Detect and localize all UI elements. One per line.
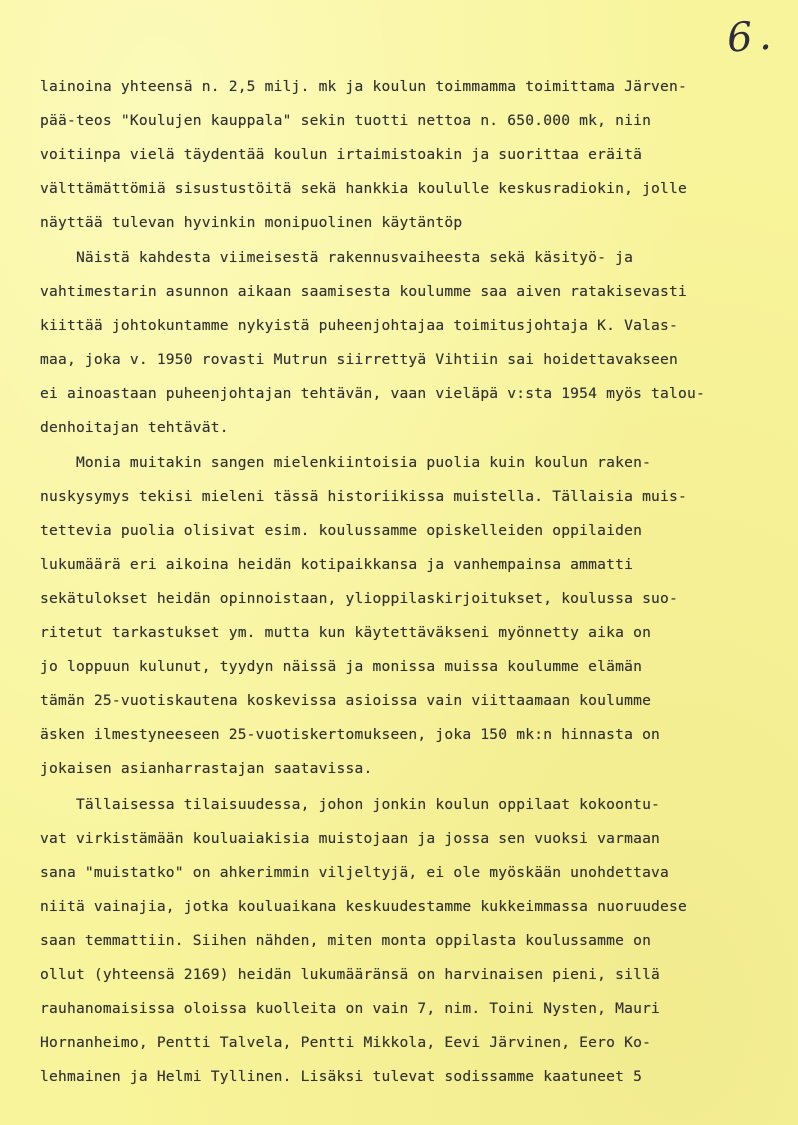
text-line: voitiinpa vielä täydentää koulun irtaimistoakin ja suorittaa eräitä: [40, 146, 643, 163]
text-line: ei ainoastaan puheenjohtajan tehtävän, vaan vieläpä v:sta 1954 myös talou-: [40, 385, 705, 402]
text-line: saan temmattiin. Siihen nähden, miten monta oppilasta koulussamme on: [40, 932, 652, 949]
page-number: 6.: [725, 12, 779, 62]
text-line: jo loppuun kulunut, tyydyn näissä ja monissa muissa koulumme elämän: [40, 658, 643, 675]
text-line: tettevia puolia olisivat esim. koulussamme opiskelleiden oppilaiden: [40, 522, 643, 539]
text-line: jokaisen asianharrastajan saatavissa.: [40, 760, 373, 777]
text-line: niitä vainajia, jotka kouluaikana keskuudestamme kukkeimmassa nuoruudese: [40, 898, 688, 915]
text-line: Tällaisessa tilaisuudessa, johon jonkin koulun oppilaat kokoontu-: [40, 796, 661, 813]
text-line: näyttää tulevan hyvinkin monipuolinen käytäntöp: [40, 214, 463, 231]
text-line: tämän 25-vuotiskautena koskevissa asioissa vain viittaamaan koulumme: [40, 692, 652, 709]
text-line: lehmainen ja Helmi Tyllinen. Lisäksi tulevat sodissamme kaatuneet 5: [40, 1068, 643, 1085]
text-line: rauhanomaisissa oloissa kuolleita on vain 7, nim. Toini Nysten, Mauri: [40, 1000, 661, 1017]
text-line: vat virkistämään kouluaiakisia muistojaan ja jossa sen vuoksi varmaan: [40, 830, 661, 847]
text-line: maa, joka v. 1950 rovasti Mutrun siirrettyä Vihtiin sai hoidettavakseen: [40, 351, 679, 368]
text-line: nuskysymys tekisi mieleni tässä historiikissa muistella. Tällaisia muis-: [40, 488, 688, 505]
text-line: Hornanheimo, Pentti Talvela, Pentti Mikkola, Eevi Järvinen, Eero Ko-: [40, 1034, 652, 1051]
text-line: pää-teos "Koulujen kauppala" sekin tuotti nettoa n. 650.000 mk, niin: [40, 112, 652, 129]
text-line: äsken ilmestyneeseen 25-vuotiskertomukseen, joka 150 mk:n hinnasta on: [40, 726, 661, 743]
text-line: sekätulokset heidän opinnoistaan, ylioppilaskirjoitukset, koulussa suo-: [40, 590, 679, 607]
text-line: ritetut tarkastukset ym. mutta kun käytettäväkseni myönnetty aika on: [40, 624, 652, 641]
text-line: lainoina yhteensä n. 2,5 milj. mk ja koulun toimmamma toimittama Järven-: [40, 78, 688, 95]
text-line: vahtimestarin asunnon aikaan saamisesta koulumme saa aiven ratakisevasti: [40, 283, 688, 300]
text-line: ollut (yhteensä 2169) heidän lukumääränsä on harvinaisen pieni, sillä: [40, 966, 661, 983]
text-line: lukumäärä eri aikoina heidän kotipaikkansa ja vanhempainsa ammatti: [40, 556, 634, 573]
text-line: Monia muitakin sangen mielenkiintoisia puolia kuin koulun raken-: [40, 454, 652, 471]
text-line: välttämättömiä sisustustöitä sekä hankkia koululle keskusradiokin, jolle: [40, 180, 688, 197]
text-line: kiittää johtokuntamme nykyistä puheenjohtajaa toimitusjohtaja K. Valas-: [40, 317, 679, 334]
text-line: Näistä kahdesta viimeisestä rakennusvaiheesta sekä käsityö- ja: [40, 249, 634, 266]
text-line: sana "muistatko" on ahkerimmin viljeltyjä, ei ole myöskään unohdettava: [40, 864, 670, 881]
text-line: denhoitajan tehtävät.: [40, 419, 229, 436]
